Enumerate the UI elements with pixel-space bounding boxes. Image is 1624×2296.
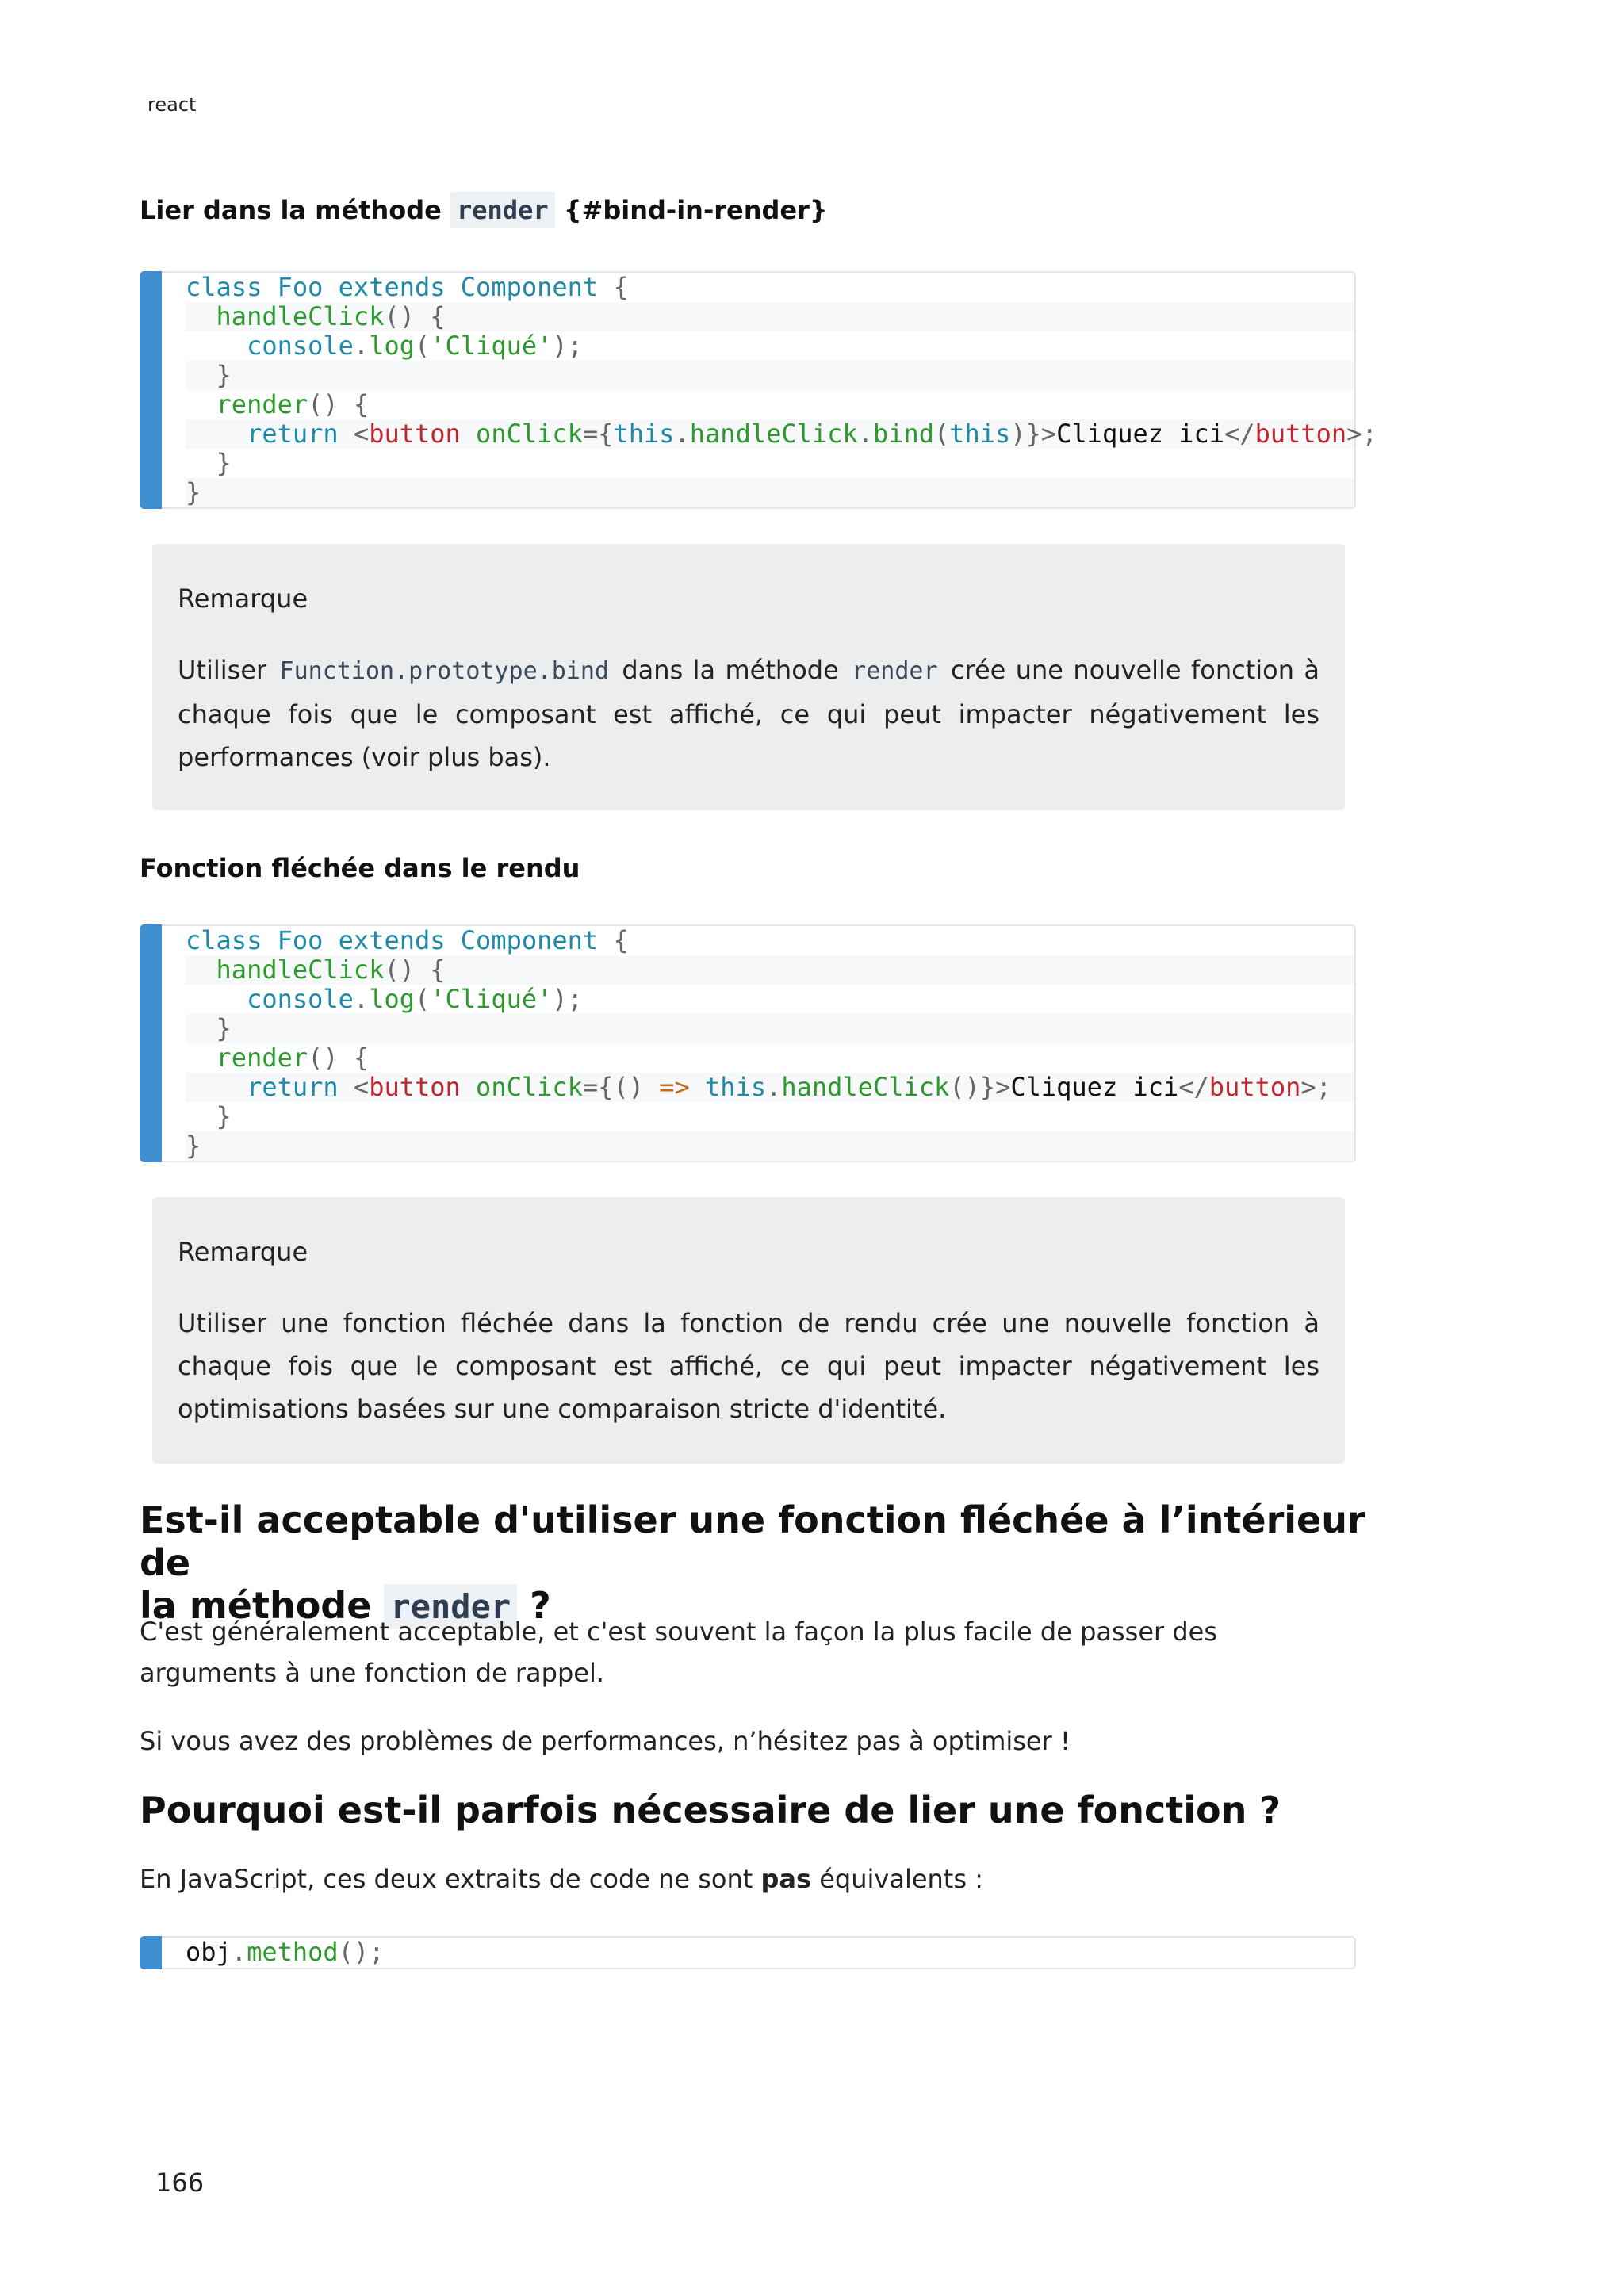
code-listing: class Foo extends Component { handleClick() { console.log('Cliqué'); } render() { return <button onClick={this.handleClick.bind(this)}>Cliquez ici</button>; } } bbox=[186, 272, 1377, 507]
running-head: react bbox=[147, 94, 197, 116]
paragraph: C'est généralement acceptable, et c'est souvent la façon la plus facile de passer des arguments à une fonction de rappel. bbox=[140, 1617, 1218, 1688]
code-listing: obj.method(); bbox=[186, 1937, 385, 1967]
heading-line: Est-il acceptable d'utiliser une fonction fléchée à l’intérieur de bbox=[140, 1498, 1365, 1584]
section-heading-why-bind: Pourquoi est-il parfois nécessaire de lier une fonction ? bbox=[140, 1789, 1281, 1831]
note-title: Remarque bbox=[178, 584, 308, 614]
code-block-bind bbox=[140, 271, 1377, 509]
code-block-accent-bar bbox=[140, 271, 162, 509]
note-callout-arrow bbox=[152, 1197, 1345, 1464]
heading-anchor: {#bind-in-render} bbox=[563, 195, 828, 225]
inline-code-render: render bbox=[450, 192, 555, 228]
paragraph: En JavaScript, ces deux extraits de code ne sont pas équivalents : bbox=[140, 1864, 983, 1894]
code-block-accent-bar bbox=[140, 924, 162, 1162]
heading-text: Lier dans la méthode bbox=[140, 195, 442, 225]
inline-code-render: render bbox=[852, 657, 938, 685]
code-block-arrow bbox=[140, 924, 1356, 1162]
section-heading-arrow-in-render: Fonction fléchée dans le rendu bbox=[140, 853, 580, 883]
page-number: 166 bbox=[155, 2168, 205, 2198]
section-heading-arrow-acceptable bbox=[140, 1498, 1377, 1628]
note-callout-bind bbox=[152, 544, 1345, 810]
inline-code-render: render bbox=[384, 1584, 517, 1629]
note-body: Utiliser une fonction fléchée dans la fonction de rendu crée une nouvelle fonction à chaque fois que le composant est affiché, ce qui peut impacter négativement les optimisations basées sur une comparaison stricte d'identité. bbox=[178, 1308, 1320, 1424]
note-title: Remarque bbox=[178, 1237, 308, 1267]
section-heading-bind-in-render bbox=[140, 195, 828, 225]
heading-line: la méthode render ? bbox=[140, 1584, 1377, 1628]
code-listing: class Foo extends Component { handleClick() { console.log('Cliqué'); } render() { return <button onClick={() => this.handleClick()}>Cliquez ici</button>; } } bbox=[141, 926, 1354, 1161]
paragraph: Si vous avez des problèmes de performances, n’hésitez pas à optimiser ! bbox=[140, 1726, 1071, 1756]
code-block-accent-bar bbox=[140, 1936, 162, 1969]
emphasis: pas bbox=[760, 1864, 812, 1894]
inline-code-function-bind: Function.prototype.bind bbox=[279, 657, 609, 685]
code-block-method-call bbox=[140, 1936, 1356, 1969]
note-body: Utiliser Function.prototype.bind dans la méthode render crée une nouvelle fonction à chaque fois que le composant est affiché, ce qui peut impacter négativement les performances (voir plus bas). bbox=[178, 655, 1320, 772]
